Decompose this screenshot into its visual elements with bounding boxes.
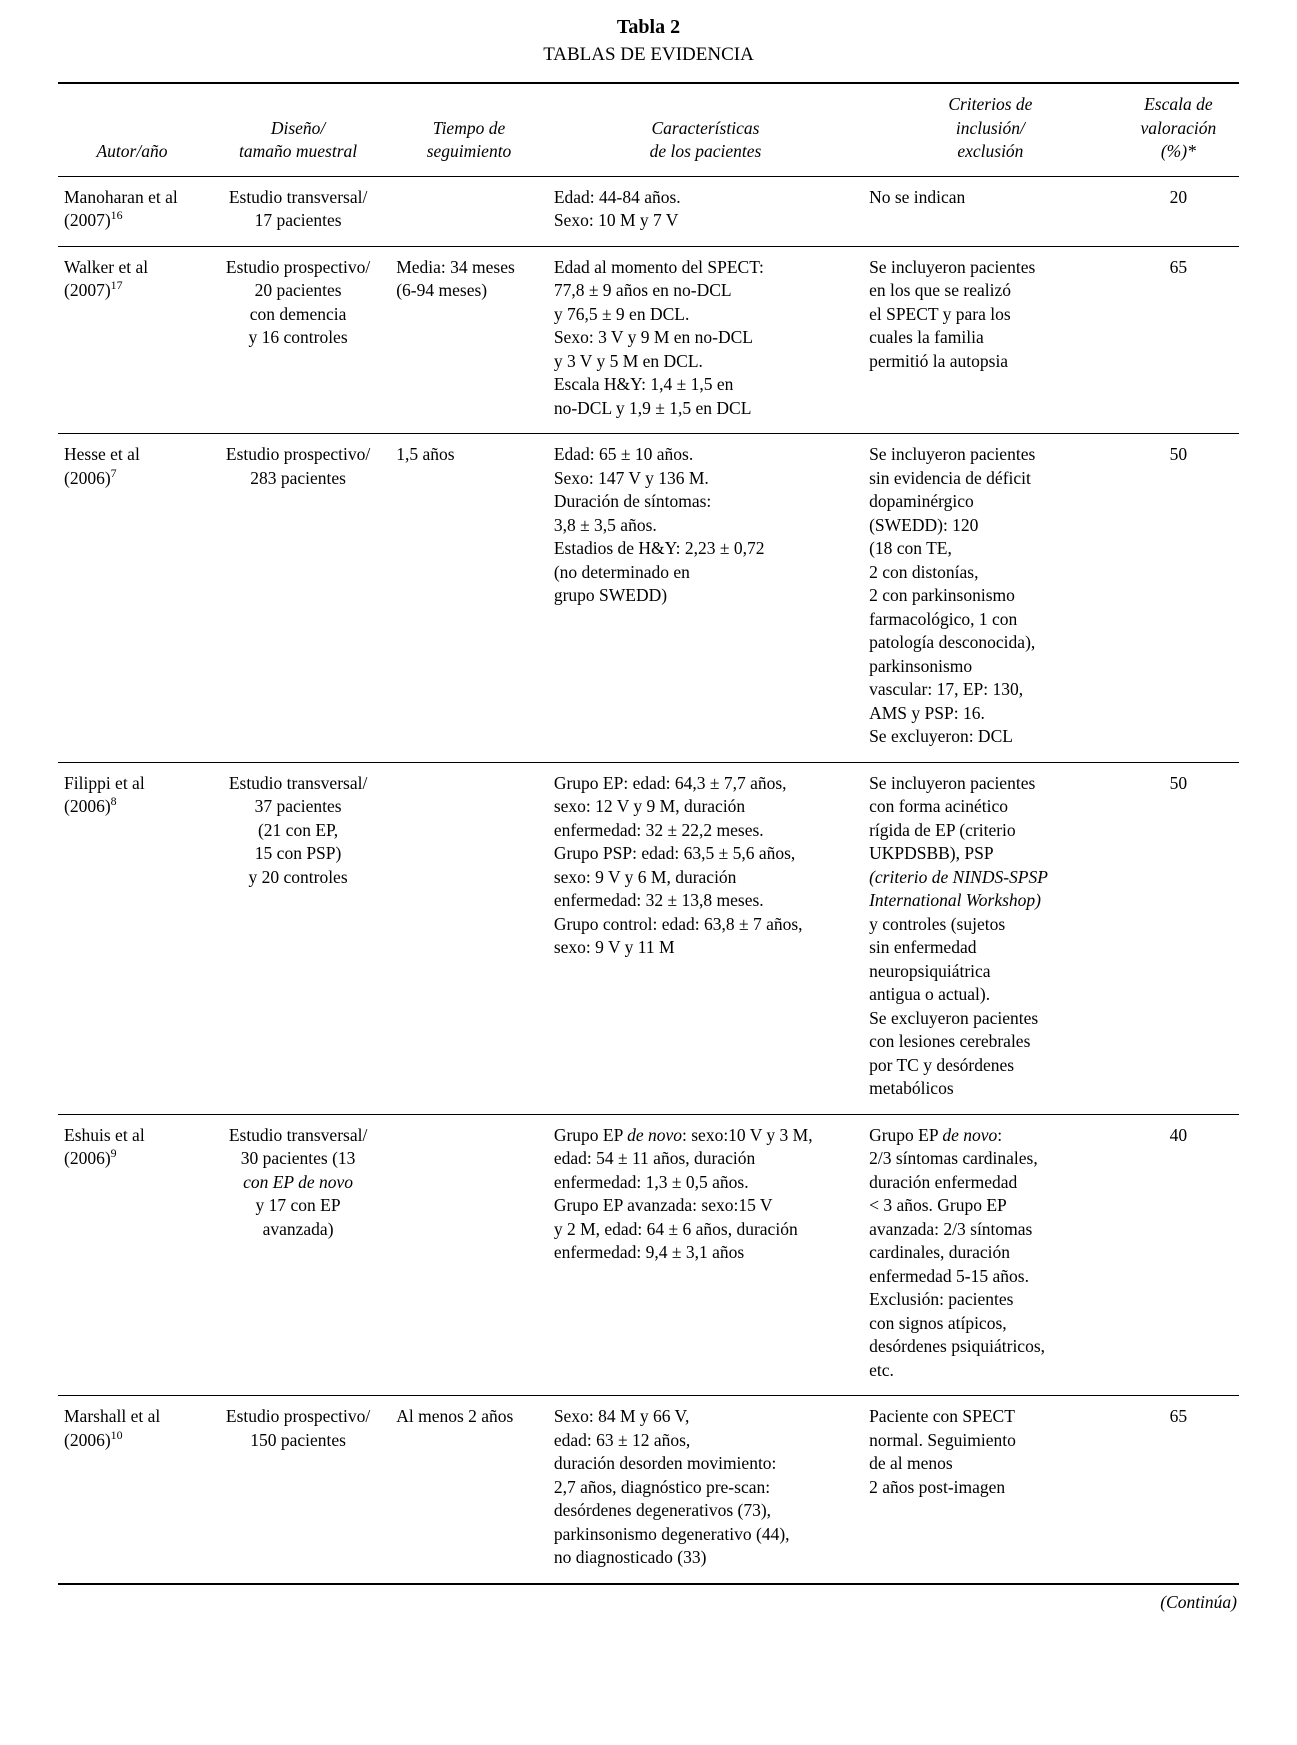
column-header-line: Características [651,117,760,138]
text-line: 2/3 síntomas cardinales, [869,1148,1038,1168]
text-line: enfermedad: 9,4 ± 3,1 años [553,1242,745,1262]
text-line: y 3 V y 5 M en DCL. [553,350,703,371]
text-line: cuales la familia [869,327,984,347]
text-line: Hesse et al [64,444,140,464]
reference-superscript: 9 [110,1146,117,1161]
text-line: Se incluyeron pacientes [869,772,1036,793]
text-line: 37 pacientes [254,796,342,816]
table-row [58,1114,1239,1396]
text-line: Walker et al [64,256,149,277]
text-line: (no determinado en [553,561,690,582]
column-header-followup [390,83,548,176]
text-line: Exclusión: pacientes [869,1289,1014,1309]
text-line: parkinsonismo [869,655,973,676]
text-line: edad: 54 ± 11 años, duración [553,1148,756,1168]
text-line: 283 pacientes [250,467,346,488]
text-line: 2,7 años, diagnóstico pre-scan: [553,1476,771,1497]
text-line: desórdenes degenerativos (73), [553,1500,772,1520]
column-header-author [58,83,206,176]
table-caption: TABLAS DE EVIDENCIA [543,44,754,65]
text-line: sexo: 12 V y 9 M, duración [553,796,746,816]
text-line: neuropsiquiátrica [869,960,991,981]
cell-followup [390,434,548,763]
text-line: Grupo EP de novo: sexo:10 V y 3 M, [553,1124,813,1145]
column-header-line: inclusión/ [955,117,1025,138]
text-line: etc. [869,1359,894,1380]
table-row [58,246,1239,434]
text-line: No se indican [869,186,966,207]
text-line: normal. Seguimiento [869,1429,1016,1450]
text-line: < 3 años. Grupo EP [869,1195,1007,1215]
text-line: 2 años post-imagen [869,1476,1006,1497]
cell-criteria [863,762,1118,1114]
text-line: cardinales, duración [869,1242,1010,1262]
text-line: enfermedad: 1,3 ± 0,5 años. [553,1171,749,1192]
cell-characteristics [548,762,863,1114]
text-line: sexo: 9 V y 6 M, duración [553,866,737,887]
cell-author [58,1114,206,1396]
text-line: (18 con TE, [869,538,952,558]
text-line: parkinsonismo degenerativo (44), [553,1523,790,1544]
cell-scale-value: 65 [1118,246,1239,434]
text-line: con lesiones cerebrales [869,1031,1031,1051]
text-line: permitió la autopsia [869,350,1009,371]
text-line: (6-94 meses) [396,280,488,300]
text-line: 2 con parkinsonismo [869,585,1015,605]
text-line: Sexo: 3 V y 9 M en no-DCL [553,327,753,347]
text-line: Estudio prospectivo/ [225,256,371,277]
text-line: 1,5 años [396,444,455,464]
column-header-line: Criterios de [948,94,1033,114]
cell-author [58,176,206,246]
text-line: Al menos 2 años [396,1406,514,1426]
cell-design [206,246,390,434]
text-line: grupo SWEDD) [553,585,668,605]
table-row [58,176,1239,246]
reference-superscript: 16 [110,208,123,223]
cell-followup [390,1114,548,1396]
text-line: duración enfermedad [869,1171,1018,1192]
text-line: Se incluyeron pacientes [869,444,1036,464]
column-header-line: valoración [1140,117,1217,138]
text-line: Eshuis et al [64,1124,145,1145]
cell-scale-value: 65 [1169,1406,1188,1426]
text-line: (21 con EP, [257,819,339,840]
text-line: AMS y PSP: 16. [869,702,985,723]
text-line: Manoharan et al [64,186,178,207]
text-line: Estadios de H&Y: 2,23 ± 0,72 [553,538,765,558]
cell-followup [390,246,548,434]
cell-design [206,176,390,246]
text-line: enfermedad: 32 ± 13,8 meses. [553,890,764,910]
text-line: desórdenes psiquiátricos, [869,1336,1046,1356]
cell-characteristics [548,1396,863,1583]
column-header-line: Diseño/ [270,117,326,138]
cell-scale-value: 50 [1118,762,1239,1114]
text-line: no-DCL y 1,9 ± 1,5 en DCL [553,397,752,418]
text-line: Estudio transversal/ [228,186,368,207]
text-line: Escala H&Y: 1,4 ± 1,5 en [553,374,734,394]
text-line: 77,8 ± 9 años en no-DCL [553,280,732,300]
text-line: Grupo EP de novo: [869,1124,1003,1145]
cell-design [206,762,390,1114]
text-line: enfermedad 5-15 años. [869,1265,1029,1286]
text-line: Se excluyeron: DCL [869,726,1013,746]
text-line: sin enfermedad [869,937,977,957]
text-line: UKPDSBB), PSP [869,843,994,863]
reference-superscript: 8 [110,794,117,809]
text-line: Sexo: 84 M y 66 V, [553,1406,690,1426]
text-line: y 16 controles [248,327,348,347]
text-line: de al menos [869,1453,953,1473]
text-line: $(2007)^{17}$ [64,278,123,300]
text-line: 17 pacientes [254,210,342,230]
text-line: 3,8 ± 3,5 años. [553,514,657,535]
text-line: 15 con PSP) [254,843,342,863]
cell-design [206,1396,390,1583]
cell-scale-value: 50 [1118,434,1239,763]
text-line: $(2007)^{16}$ [64,208,123,230]
text-line: en los que se realizó [869,280,1011,300]
text-line: no diagnosticado (33) [553,1547,707,1567]
text-line: antigua o actual). [869,984,991,1004]
text-line: Estudio prospectivo/ [225,444,371,464]
cell-followup [390,176,548,246]
text-line: y 2 M, edad: 64 ± 6 años, duración [553,1218,798,1239]
text-line: Marshall et al [64,1406,161,1426]
text-line: $(2006)^8$ [64,794,117,816]
table-title-block [58,14,1239,68]
cell-characteristics [548,246,863,434]
text-line: dopaminérgico [869,491,974,511]
text-line: (SWEDD): 120 [869,514,979,535]
table-row [58,434,1239,763]
text-line: con demencia [249,303,347,324]
table-body [58,176,1239,1583]
cell-design [206,1114,390,1396]
column-header-line: seguimiento [426,141,512,161]
text-line: Paciente con SPECT [869,1406,1015,1426]
column-header-line: Escala de [1144,94,1213,114]
column-header-line: de los pacientes [649,141,762,161]
text-line: metabólicos [869,1078,954,1098]
text-line: 20 pacientes [254,280,342,300]
text-line: por TC y desórdenes [869,1054,1015,1075]
table-row [58,762,1239,1114]
cell-characteristics [548,1114,863,1396]
text-line: Media: 34 meses [396,256,515,277]
text-line: Edad: 44-84 años. [553,186,681,207]
text-line: Duración de síntomas: [553,491,712,511]
text-line: duración desorden movimiento: [553,1453,777,1473]
text-line: con signos atípicos, [869,1312,1007,1333]
cell-followup [390,762,548,1114]
text-line: Estudio transversal/ [228,772,368,793]
reference-superscript: 17 [110,278,123,293]
text-line: y controles (sujetos [869,913,1006,934]
reference-superscript: 7 [110,465,117,480]
column-header-line: (%)* [1160,141,1196,161]
cell-criteria [863,246,1118,434]
column-header-characteristics [548,83,863,176]
column-header-criteria [863,83,1118,176]
text-line: Se excluyeron pacientes [869,1007,1039,1028]
cell-author [58,762,206,1114]
text-line: y 76,5 ± 9 en DCL. [553,303,690,324]
cell-criteria [863,1114,1118,1396]
text-line: avanzada: 2/3 síntomas [869,1218,1033,1239]
text-line: 150 pacientes [250,1429,346,1450]
table-number: Tabla 2 [616,16,681,38]
text-line: Edad al momento del SPECT: [553,256,764,277]
cell-followup [390,1396,548,1583]
column-header-line: exclusión [957,141,1024,161]
text-line: Grupo EP: edad: 64,3 ± 7,7 años, [553,772,787,793]
text-line: Filippi et al [64,772,145,793]
text-line: 30 pacientes (13 [240,1148,356,1168]
text-line: edad: 63 ± 12 años, [553,1429,691,1450]
text-line: con forma acinético [869,796,1009,816]
text-line: con EP de novo [243,1171,354,1192]
text-line: sin evidencia de déficit [869,467,1031,488]
table-header [58,83,1239,176]
cell-criteria [863,176,1118,246]
text-line: $(2006)^9$ [64,1146,117,1168]
text-line: Estudio transversal/ [228,1124,368,1145]
cell-scale-value: 20 [1118,176,1239,246]
reference-superscript: 10 [110,1427,123,1442]
cell-characteristics [548,176,863,246]
cell-author [58,1396,206,1583]
text-line: International Workshop) [869,890,1041,910]
text-line: Estudio prospectivo/ [225,1406,371,1426]
text-line: Grupo PSP: edad: 63,5 ± 5,6 años, [553,843,796,863]
cell-author [58,246,206,434]
text-line: enfermedad: 32 ± 22,2 meses. [553,819,764,840]
column-header-line: Autor/año [96,141,168,161]
text-line: avanzada) [262,1218,334,1239]
text-line: Se incluyeron pacientes [869,256,1036,277]
table-row [58,1396,1239,1583]
column-header-design [206,83,390,176]
text-line: farmacológico, 1 con [869,608,1018,629]
text-line: y 17 con EP [255,1195,341,1215]
continued-note: (Continúa) [1160,1591,1237,1612]
column-header-line: tamaño muestral [239,141,358,161]
text-line: Grupo EP avanzada: sexo:15 V [553,1195,773,1215]
text-line: $(2006)^{10}$ [64,1427,123,1450]
text-line: 2 con distonías, [869,561,979,582]
cell-scale-value: 40 [1118,1114,1239,1396]
text-line: Edad: 65 ± 10 años. [553,444,694,464]
cell-criteria [863,434,1118,763]
text-line: vascular: 17, EP: 130, [869,679,1024,699]
text-line: y 20 controles [248,866,348,887]
cell-characteristics [548,434,863,763]
text-line: rígida de EP (criterio [869,819,1016,840]
column-header-scale [1118,83,1239,176]
text-line: (criterio de NINDS-SPSP [869,866,1048,887]
text-line: patología desconocida), [869,632,1036,652]
evidence-table [58,82,1239,1583]
cell-criteria [863,1396,1118,1583]
text-line: $(2006)^7$ [64,465,117,488]
text-line: Sexo: 10 M y 7 V [553,210,679,230]
cell-design [206,434,390,763]
text-line: sexo: 9 V y 11 M [553,937,675,957]
text-line: Sexo: 147 V y 136 M. [553,467,709,488]
text-line: Grupo control: edad: 63,8 ± 7 años, [553,913,803,934]
text-line: el SPECT y para los [869,303,1011,324]
column-header-line: Tiempo de [432,117,506,138]
cell-author [58,434,206,763]
